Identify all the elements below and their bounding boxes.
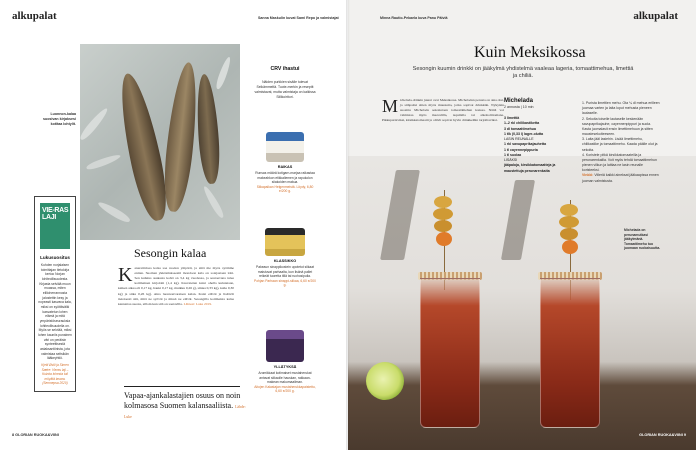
ingredient-list [504,116,564,174]
crv-intro: Näiden purkkien sisälle tulevat Seikämmeltä. Tuote-merkin ja reseptit valmistavat, mutta valmistaja on kaikissa Siilikoirttori. [254,80,316,99]
ingredient: 3 limettiä [504,116,520,120]
author-credit: Sanna Maskulin kuvat Sami Repo ja valmistajat [258,16,339,20]
jar-image [266,132,304,162]
page-footer-right: GLORIAN RUOKA&VIINI 9 [639,433,686,437]
recipe-name: Michelada [504,98,534,104]
product-name: KLASSIKKO [273,259,297,263]
ingredient-group-label: LISÄKSI [504,158,518,162]
drop-cap: M [382,96,399,116]
divider [124,386,240,387]
pull-quote-source: Lähde: Luke [124,404,246,419]
product-dealer: Pohjan Parhaan sinappi-siikaa, 6,60 e/200 g. [254,278,316,288]
section-label: alkupalat [12,10,57,22]
author-credit: Minna Rautio-Pekaela kuva Panu Pälviä [380,16,448,20]
drop-cap: K [118,264,133,286]
page-spine [346,0,350,450]
product-item [254,228,316,288]
crv-heading: CRV ihastui [270,66,300,72]
ingredient: 1 tl cayennepippuria [504,147,538,152]
intro-text: ichelada-drinkin juuret ovat Meksikossa. Micheladan perusta on aina olut, ja sitäpaitsi sitten myös mausteita, jotka sopivat drinkkiin. Nykyisin suosittu Michelada sekoitetaan tomaattimehun kanssa. Näitä voi valmistaa myös mezcalilla, tequilalla tai alkoholittomana. Pikkupurtaviksi, kirsikkatomaatit ja oliivit sopivat hyvin drinkkeihin tarjoiltaviksi. [382,98,504,123]
ingredient: jääpaloja, kirsikkatomaatteja ja maustettuja perunarenkaita [504,163,556,173]
pull-quote-text: Vapaa-ajankalastajien osuus on noin kolmasosa Suomen kalansaaliista. [124,391,241,410]
product-name: RAIKAS [277,165,293,169]
ingredient: 1 tl suolaa [504,152,522,157]
article-title: Sesongin kalaa [134,246,207,260]
ingredient: 1–2 rkl chilikastiketta [504,121,540,126]
crv-column [254,66,316,99]
product-dealer: Aitojen Kalastajan mustaherukkapaistettu, 6,60 e/200 g. [254,384,316,394]
ingredient: 3 dl tomaattimehua [504,126,536,131]
book-cover-title: VIE-RAS LAJI [42,207,69,221]
article-body [118,266,234,307]
recipe-step: 1. Purista limettien mehu. Ota ¼ dl mehua erilleen juomaa varten ja laita loput mehusta pieneen lautaselle. [582,101,660,116]
ingredient: 1 tlk (0,33 l) lager-olutta [504,131,544,136]
ingredient-group-label: LASIN REUNALLE [504,137,534,141]
intro-body [382,98,504,124]
product-item [254,132,316,194]
recipe-step: 2. Sekoita toiselle lautaselle keskenään savupaprikajauhe, cayennenpippuri ja suola. Kasta juomalasit ensin limettimehuun ja sitten maustesekoiteeseen. [582,116,653,137]
drink-photo [348,156,696,450]
product-description: Pakeaun sinappikostein upotetut siikaat maistuvat parhaalta, kun lisänä pallet reikeät tuoretta tillä tai ruohosipulia. [256,265,314,279]
section-label: alkupalat [633,10,678,22]
recipe-step: 3. Laita jääl lasiehin. Lisää limettimehu, chilikastike ja tomaattimehu. Kaada päälle olut ja sekoita. [582,137,658,152]
tip-label: Vinkki: [582,173,594,178]
recipe-tip [582,173,660,183]
jar-image [265,228,305,256]
book-cover-image [40,203,70,249]
jar-image [266,330,304,362]
book-heading: Lukusuositus [40,255,70,260]
right-page [348,0,696,450]
product-dealer: Siikapaikan Helgenmeistä. Löydy, 6,80 e/200 g. [256,184,314,194]
page-footer-left: 8 GLORIAN RUOKA&VIINI [12,433,59,437]
product-description: Runsas määrä kotigarn-marjaa raikastaa makeahkon etikkaliemen ja rapukolon siiakoiden makua. [255,171,315,185]
recipe-steps [582,101,660,184]
book-text: Kuhden norjalaisen toimittajan tietokirja kertoo Norjan lohiteollisuudesta. Kirjasta selviää muun muassa, miten elilioherrannosta jalostettin kesy ja nopeasti kasvava kala, miksi on syöttävälki kasvatetun lohen elämä ja mitä ympäristöseurauksia lohiteollisuudella on. Myös se selviää, miksi lohen kauniis punainen väri on peräisin synteettisestä astaksantiinista, jota valmistaa seitsikän lääkeyhtiö. [38,263,72,361]
recipe-block [504,98,564,174]
article-title: Kuin Meksikossa [474,44,586,61]
photo-caption: Michelada on perunamutkasi jääkylmänä. Tomaattimehu tuo juomaan ruokaisuutta. [624,228,661,251]
photo-caption: Luonnon-kalaa suosivan kirjaksesi kotitaa lohtylit. [43,112,76,126]
fish-photo [80,44,240,240]
article-text: aneratitrisaa kalaa saa ruodon ympärit, ja siitä me myös syömme eniten. Suomen ykkösmaiseesiti mondoon kala on sotajastaan lohi. Sen kulutus asukasta kohti on 3,4 kg vuodessa, ja seuraavana tulee kotimainen kirjolohi (1,4 kg). Kasvatetun kalat ohella kulutetaan, kaiken aikaa eli 0,17 kg, hauki 0,17 kg, muikku 0,26 g), siiaka 0,33 kg), kuha 0,30 kg) ja siika 0,26 kg). Aina luonnonvaraisen kalan. Kalat elävät ja lisäävät tietoisesti sitä, mitä ne syövät ja missä ne elävät. Sesongilla kotimaista kalaa kannattaa suosia, silloin kun sitä on saatavilla. [118,266,234,306]
product-description: Aromikkaat kotimaiset mustaherukat antavat siikaolle hauskan, rakkaan-makean makumaailman. [258,371,312,385]
pull-quote [124,391,246,420]
product-name: YLLÄTYKSÄ [273,365,297,369]
article-source: Lähteet: Luke 2019. [183,301,212,306]
ingredient: 1 rkl savupaprikajauhetta [504,142,547,147]
tip-text: Viileriä kaikki aineksat jääkaapissa ennen juoman valmistusta. [582,173,659,183]
product-item [254,330,316,394]
recipe-serves: 2 annosta | 10 min [504,105,534,109]
article-lead: Sesongin kuumin drinkki on jääkylmä yhdistelmä vaaleaa lageria, tomaattimehua, limettiä ja chiliä. [412,66,634,80]
book-recommendation-box [34,196,76,392]
book-credit: Kjetil Østli ja Simen Sætre: Vieras laji – Kuinka lohesta tuli möyätä tavara. (Semnepsa 2020) [41,363,69,386]
recipe-step: 4. Koristele pitkä kirsikkatomaateilla ja perunarenkailla. Voit myös tehdä tomaattimehun pienen vilkun ja laittaa ne lasin reunalle koristeeksi. [582,152,657,173]
